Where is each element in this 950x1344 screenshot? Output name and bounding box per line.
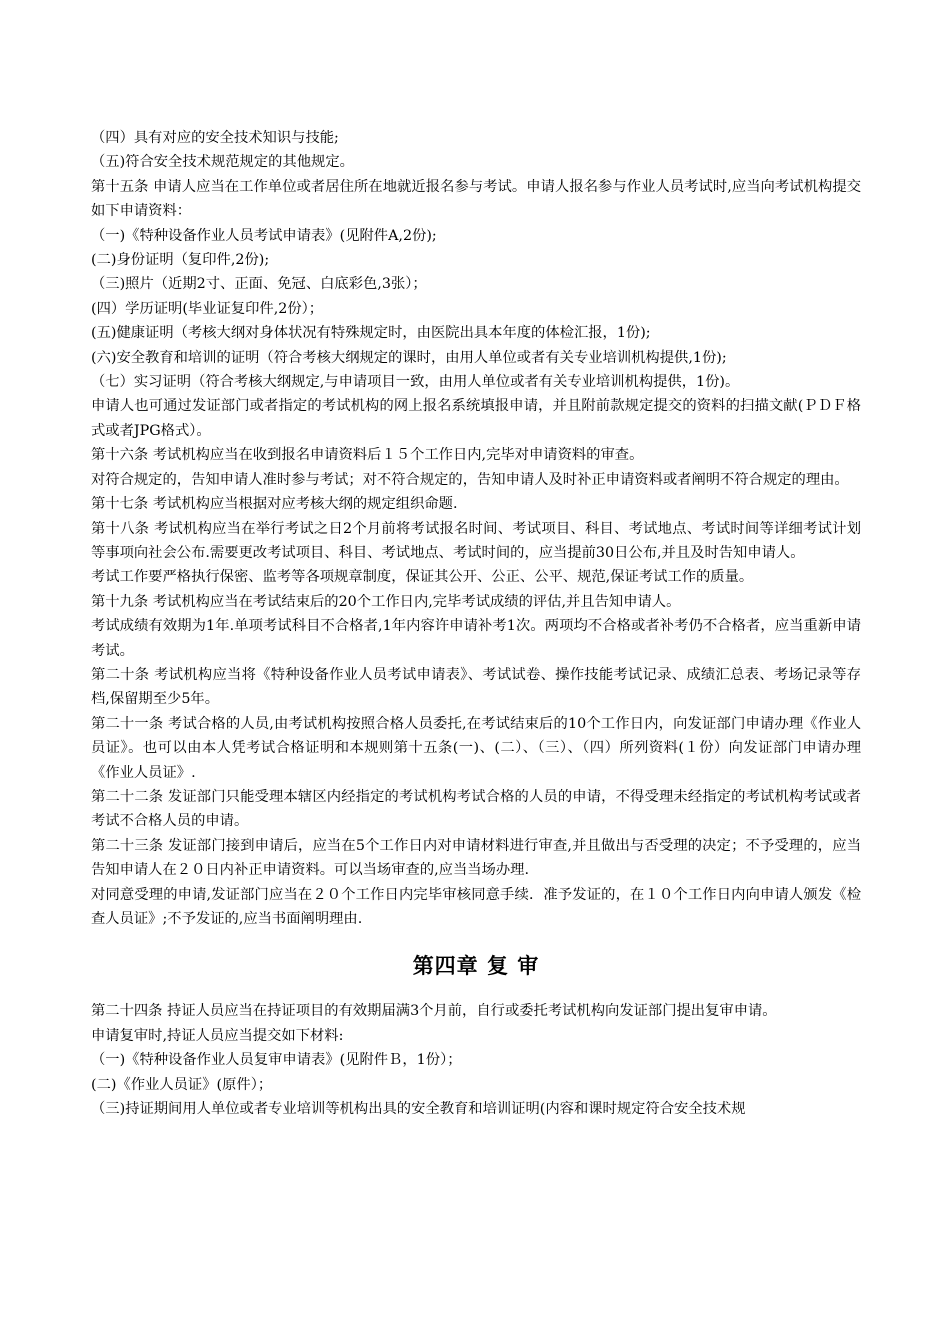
paragraph: (二)身份证明（复印件,2份); bbox=[91, 252, 270, 269]
paragraph: 考试成绩有效期为1年.单项考试科目不合格者,1年内容许申请补考1次。两项均不合格或者补考仍不合格者，应当重新申请考试。 bbox=[91, 618, 861, 659]
paragraph: （三)持证期间用人单位或者专业培训等机构出具的安全教育和培训证明(内容和课时规定符合安全技术规 bbox=[91, 1101, 746, 1118]
paragraph: 第二十条 考试机构应当将《特种设备作业人员考试申请表》、考试试卷、操作技能考试记录、成绩汇总表、考场记录等存档,保留期至少5年。 bbox=[91, 666, 861, 708]
chapter-title: 第四章 复 审 bbox=[412, 954, 540, 979]
paragraph: 第二十四条 持证人员应当在持证项目的有效期届满3个月前，自行或委托考试机构向发证部门提出复审申请。 bbox=[91, 1003, 777, 1020]
paragraph: （一)《特种设备作业人员复审申请表》(见附件Ｂ，1份）； bbox=[91, 1052, 462, 1069]
paragraph: 对符合规定的，告知申请人准时参与考试；对不符合规定的，告知申请人及时补正申请资料或者阐明不符合规定的理由。 bbox=[91, 471, 849, 488]
paragraph: （七）实习证明（符合考核大纲规定,与申请项目一致，由用人单位或者有关专业培训机构提供，1份)。 bbox=[91, 374, 740, 391]
paragraph: 第二十三条 发证部门接到申请后，应当在5个工作日内对申请材料进行审查,并且做出与否受理的决定；不予受理的，应当告知申请人在２０日内补正申请资料。可以当场审查的,应当当场办理. bbox=[91, 837, 861, 879]
paragraphs-before bbox=[91, 126, 861, 931]
paragraph: 第十八条 考试机构应当在举行考试之日2个月前将考试报名时间、考试项目、科目、考试地点、考试时间等详细考试计划等事项向社会公布.需要更改考试项目、科目、考试地点、考试时间的，应当提前30日公布,并且及时告知申请人。 bbox=[91, 520, 861, 561]
paragraph: 第十六条 考试机构应当在收到报名申请资料后１５个工作日内,完毕对申请资料的审查。 bbox=[91, 447, 644, 464]
paragraph: 申请复审时,持证人员应当提交如下材料: bbox=[91, 1027, 344, 1044]
paragraph: （五)符合安全技术规范规定的其他规定。 bbox=[91, 154, 354, 171]
paragraph: (六)安全教育和培训的证明（符合考核大纲规定的课时，由用人单位或者有关专业培训机构提供,1份); bbox=[91, 349, 727, 366]
paragraph: 第十九条 考试机构应当在考试结束后的20个工作日内,完毕考试成绩的评估,并且告知申请人。 bbox=[91, 593, 681, 610]
paragraph: （四）具有对应的安全技术知识与技能; bbox=[91, 130, 339, 146]
paragraph: (二)《作业人员证》(原件）； bbox=[91, 1076, 273, 1093]
paragraph: 第二十一条 考试合格的人员,由考试机构按照合格人员委托,在考试结束后的10个工作日内，向发证部门申请办理《作业人员证》。也可以由本人凭考试合格证明和本规则第十五条(一)、(二）、（三）、（四）所列资料(１份）向发证部门申请办理《作业人员证》. bbox=[91, 715, 861, 781]
paragraph: 第十五条 申请人应当在工作单位或者居住所在地就近报名参与考试。申请人报名参与作业人员考试时,应当向考试机构提交如下申请资料： bbox=[91, 178, 861, 220]
paragraph: 考试工作要严格执行保密、监考等各项规章制度，保证其公开、公正、公平、规范,保证考试工作的质量。 bbox=[91, 569, 754, 586]
paragraph: 第十七条 考试机构应当根据对应考核大纲的规定组织命题. bbox=[91, 496, 458, 513]
paragraph: (五)健康证明（考核大纲对身体状况有特殊规定时，由医院出具本年度的体检汇报，1份); bbox=[91, 325, 651, 342]
paragraph: 申请人也可通过发证部门或者指定的考试机构的网上报名系统填报申请，并且附前款规定提交的资料的扫描文献(ＰＤＦ格式或者JPG格式）。 bbox=[91, 398, 861, 439]
paragraph: （一)《特种设备作业人员考试申请表》(见附件A,2份); bbox=[91, 227, 437, 244]
paragraph: (四）学历证明(毕业证复印件,2份）； bbox=[91, 300, 324, 317]
paragraph: 对同意受理的申请,发证部门应当在２０个工作日内完毕审核同意手续．准予发证的，在１０个工作日内向申请人颁发《检查人员证》;不予发证的,应当书面阐明理由. bbox=[91, 886, 861, 927]
paragraphs-after bbox=[91, 999, 861, 1121]
document-page bbox=[91, 126, 861, 1121]
paragraph: （三)照片（近期2寸、正面、免冠、白底彩色,3张）； bbox=[91, 276, 427, 293]
paragraph: 第二十二条 发证部门只能受理本辖区内经指定的考试机构考试合格的人员的申请，不得受理未经指定的考试机构考试或者考试不合格人员的申请。 bbox=[91, 788, 861, 830]
